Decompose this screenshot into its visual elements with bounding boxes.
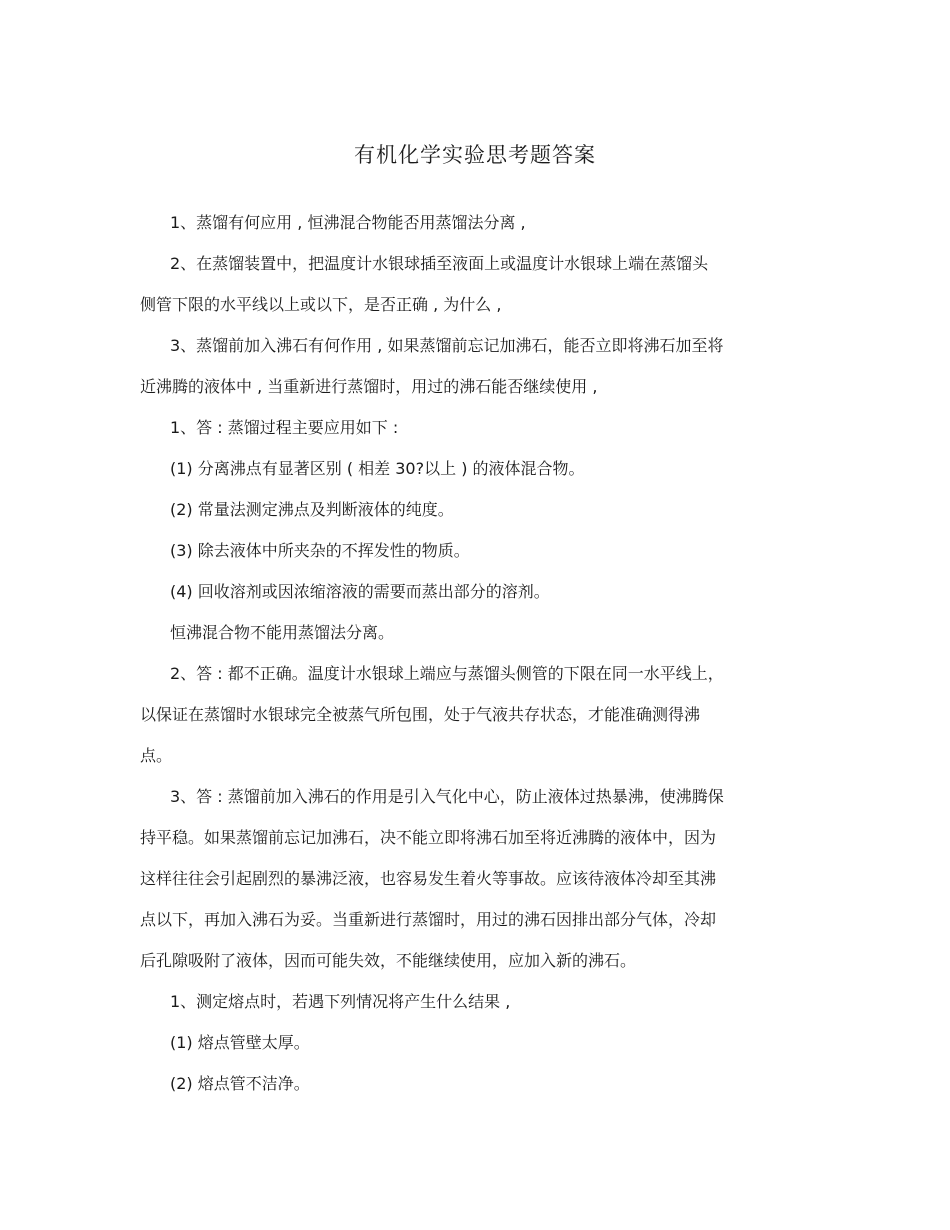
question-2-paragraph — [140, 243, 800, 325]
text-line: 1、蒸馏有何应用 , 恒沸混合物能否用蒸馏法分离 , — [170, 213, 526, 232]
text-line: 点。 — [140, 746, 173, 765]
melting-item-1 — [140, 1022, 800, 1063]
answer-2-paragraph — [140, 653, 800, 776]
text-line: 1、测定熔点时，若遇下列情况将产生什么结果 , — [170, 992, 511, 1011]
answer-1-item-3 — [140, 530, 800, 571]
text-line: 这样往往会引起剧烈的暴沸泛液，也容易发生着火等事故。应该待液体冷却至其沸 — [140, 869, 717, 888]
text-line: (1) 熔点管壁太厚。 — [170, 1033, 310, 1052]
answer-1-conclusion — [140, 612, 800, 653]
text-line: 1、答 : 蒸馏过程主要应用如下 : — [170, 418, 399, 437]
text-line: 持平稳。如果蒸馏前忘记加沸石，决不能立即将沸石加至将近沸腾的液体中，因为 — [140, 828, 717, 847]
answer-1-item-2 — [140, 489, 800, 530]
answer-3-paragraph — [140, 776, 800, 981]
document-body — [140, 202, 800, 1104]
text-line: (4) 回收溶剂或因浓缩溶液的需要而蒸出部分的溶剂。 — [170, 582, 550, 601]
answer-1-item-4 — [140, 571, 800, 612]
question-3-paragraph — [140, 325, 800, 407]
text-line: 点以下，再加入沸石为妥。当重新进行蒸馏时，用过的沸石因排出部分气体，冷却 — [140, 910, 717, 929]
answer-1-heading — [140, 407, 800, 448]
document-title: 有机化学实验思考题答案 — [354, 143, 596, 167]
text-line: 2、在蒸馏装置中，把温度计水银球插至液面上或温度计水银球上端在蒸馏头 — [170, 254, 709, 273]
melting-item-2 — [140, 1063, 800, 1104]
answer-1-item-1 — [140, 448, 800, 489]
question-1-paragraph — [140, 202, 800, 243]
text-line: 2、答 : 都不正确。温度计水银球上端应与蒸馏头侧管的下限在同一水平线上， — [170, 664, 724, 683]
melting-question-paragraph — [140, 981, 800, 1022]
text-line: (2) 熔点管不洁净。 — [170, 1074, 310, 1093]
text-line: 3、答 : 蒸馏前加入沸石的作用是引入气化中心，防止液体过热暴沸，使沸腾保 — [170, 787, 724, 806]
text-line: (3) 除去液体中所夹杂的不挥发性的物质。 — [170, 541, 470, 560]
text-line: 以保证在蒸馏时水银球完全被蒸气所包围，处于气液共存状态，才能准确测得沸 — [140, 705, 701, 724]
text-line: 恒沸混合物不能用蒸馏法分离。 — [170, 623, 395, 642]
text-line: 近沸腾的液体中 , 当重新进行蒸馏时，用过的沸石能否继续使用 , — [140, 377, 598, 396]
text-line: (2) 常量法测定沸点及判断液体的纯度。 — [170, 500, 454, 519]
text-line: 侧管下限的水平线以上或以下，是否正确 , 为什么 , — [140, 295, 502, 314]
text-line: 3、蒸馏前加入沸石有何作用 , 如果蒸馏前忘记加沸石，能否立即将沸石加至将 — [170, 336, 724, 355]
text-line: 后孔隙吸附了液体，因而可能失效，不能继续使用，应加入新的沸石。 — [140, 951, 637, 970]
text-line: (1) 分离沸点有显著区别 ( 相差 30?以上 ) 的液体混合物。 — [170, 459, 585, 478]
